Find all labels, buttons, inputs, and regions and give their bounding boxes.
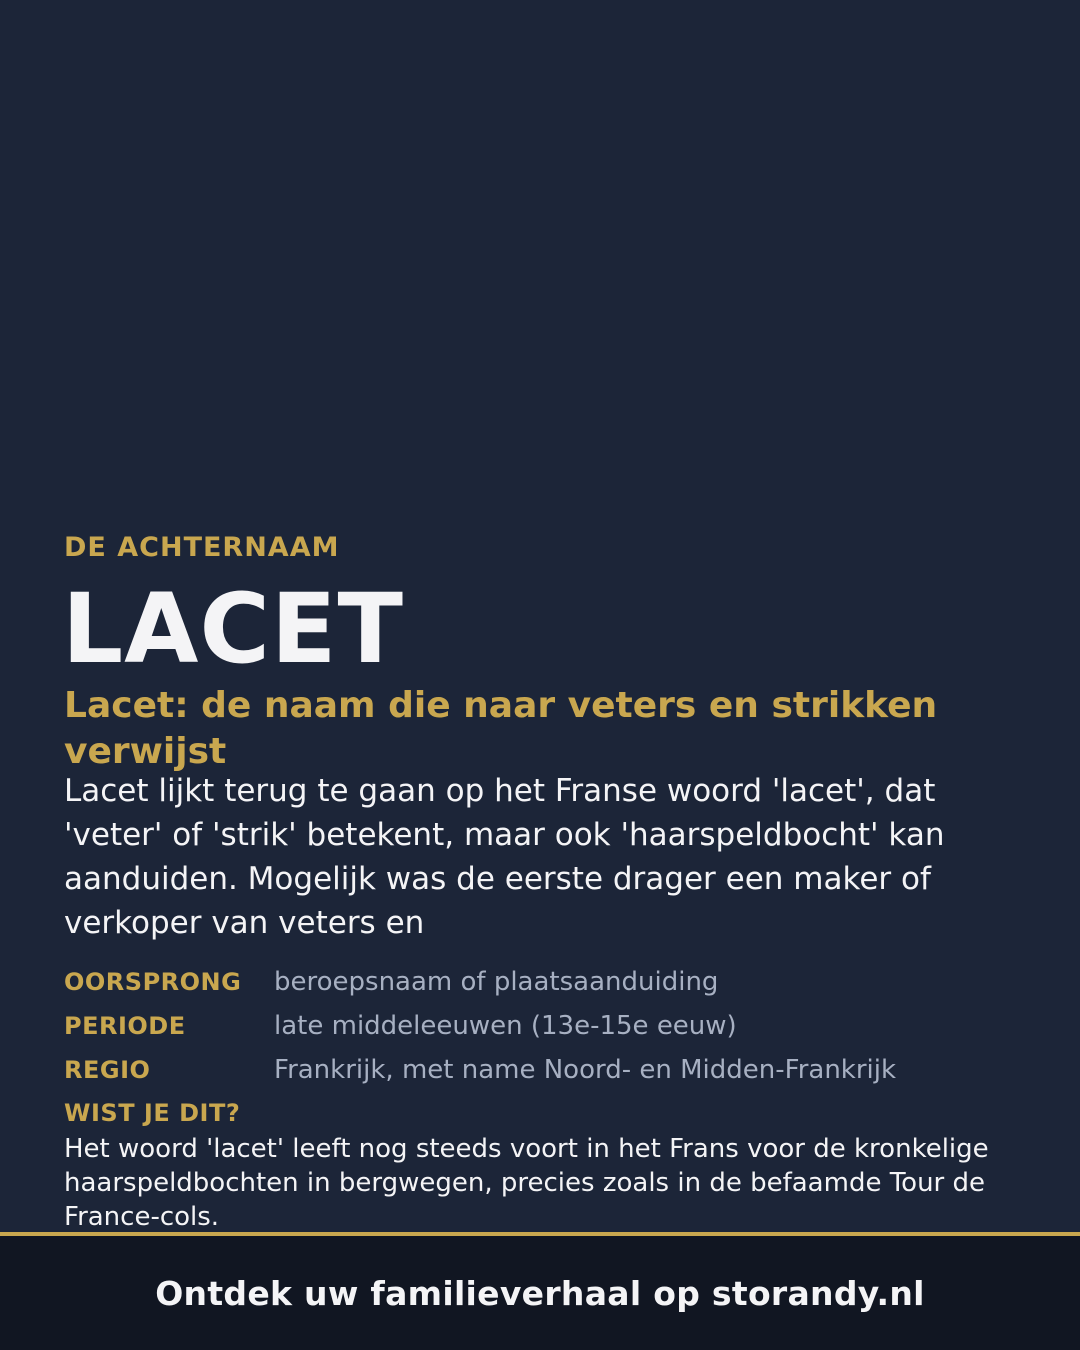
footer-cta-link[interactable]: Ontdek uw familieverhaal op storandy.nl — [155, 1273, 925, 1313]
fact-row-period — [64, 1004, 1044, 1048]
headline: Lacet: de naam die naar veters en strikken verwijst — [64, 685, 938, 772]
fact-label: OORSPRONG — [64, 968, 242, 996]
did-you-know-text: Het woord 'lacet' leeft nog steeds voort in het Frans voor de kronkelige haarspeldbochten in bergwegen, precies zoals in de befaamde Tour de France-cols. — [64, 1134, 989, 1232]
did-you-know-title: WIST JE DIT? — [64, 1099, 241, 1127]
fact-value: beroepsnaam of plaatsaanduiding — [274, 967, 719, 997]
fact-row-origin — [64, 960, 1044, 1004]
body-text: Lacet lijkt terug te gaan op het Franse woord 'lacet', dat 'veter' of 'strik' betekent, maar ook 'haarspeldbocht' kan aanduiden. Mogelijk was de eerste drager een maker of verkoper van veters en — [64, 773, 945, 941]
eyebrow-label: DE ACHTERNAAM — [64, 532, 340, 563]
fact-value: Frankrijk, met name Noord- en Midden-Frankrijk — [274, 1055, 897, 1085]
footer-bar — [0, 1236, 1080, 1350]
surname-title: LACET — [62, 573, 404, 685]
facts-list — [64, 960, 1044, 1092]
fact-label: PERIODE — [64, 1012, 186, 1040]
fact-label: REGIO — [64, 1056, 151, 1084]
fact-row-region — [64, 1048, 1044, 1092]
fact-value: late middeleeuwen (13e-15e eeuw) — [274, 1011, 737, 1041]
